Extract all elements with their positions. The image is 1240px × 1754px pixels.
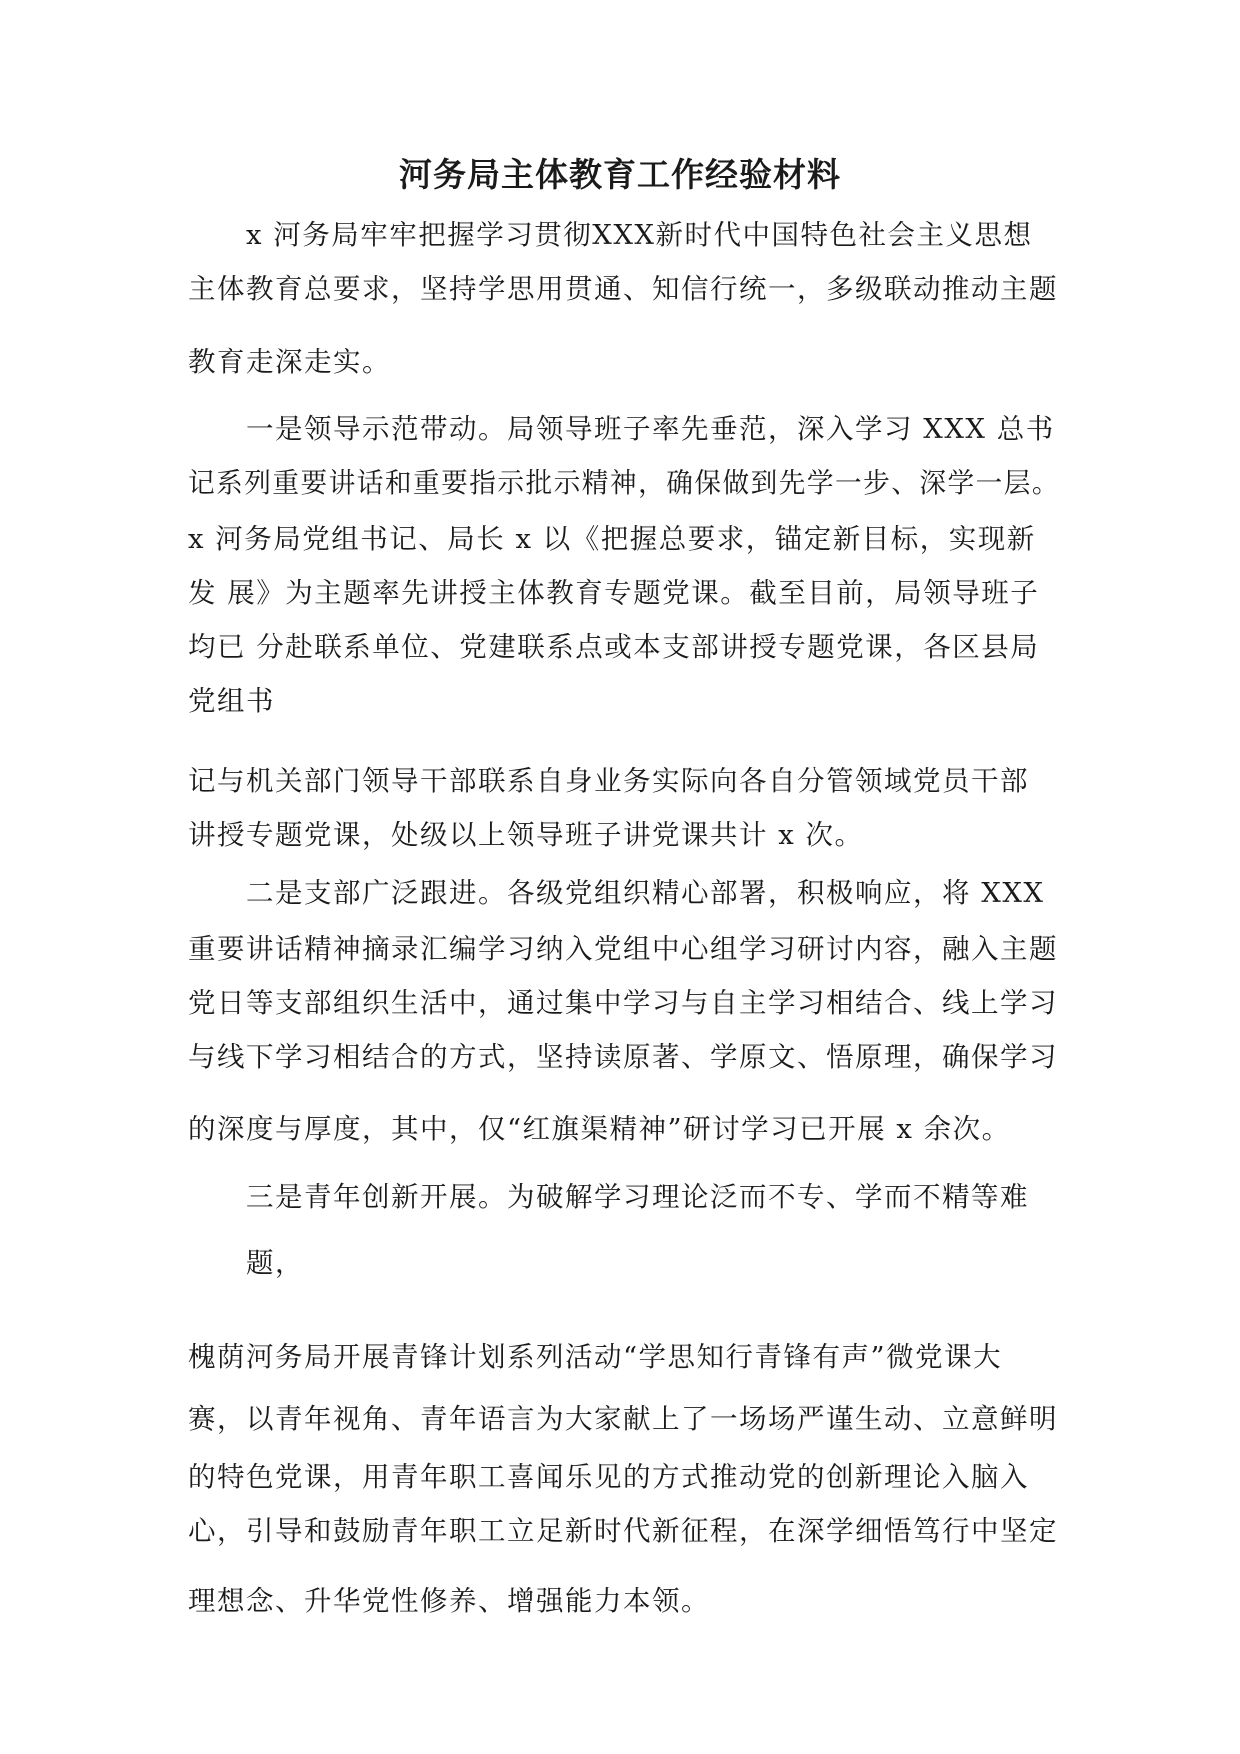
paragraph-line: 讲授专题党课，处级以上领导班子讲党课共计 x 次。 (188, 819, 864, 851)
paragraph-line: 与线下学习相结合的方式，坚持读原著、学原文、悟原理，确保学习 (188, 1041, 1058, 1073)
paragraph-line: 均已 分赴联系单位、党建联系点或本支部讲授专题党课，各区县局 (188, 631, 1040, 663)
paragraph-line: 记与机关部门领导干部联系自身业务实际向各自分管领域党员干部 (188, 765, 1029, 797)
paragraph-line: 主体教育总要求，坚持学思用贯通、知信行统一，多级联动推动主题 (188, 273, 1058, 305)
paragraph-line: 槐荫河务局开展青锋计划系列活动“学思知行青锋有声”微党课大 (188, 1341, 1003, 1373)
paragraph-line: 发 展》为主题率先讲授主体教育专题党课。截至目前，局领导班子 (188, 577, 1040, 609)
paragraph-line: 的特色党课，用青年职工喜闻乐见的方式推动党的创新理论入脑入 (188, 1461, 1029, 1493)
paragraph-line: 二是支部广泛跟进。各级党组织精心部署，积极响应，将 XXX (246, 877, 1045, 909)
paragraph-line: 教育走深走实。 (188, 346, 391, 378)
paragraph-line: 题， (246, 1247, 304, 1279)
paragraph-line: 理想念、升华党性修养、增强能力本领。 (188, 1585, 710, 1617)
paragraph-line: 赛，以青年视角、青年语言为大家献上了一场场严谨生动、立意鲜明 (188, 1403, 1058, 1435)
paragraph-line: x 河务局牢牢把握学习贯彻XXX新时代中国特色社会主义思想 (246, 219, 1033, 251)
paragraph-line: 党组书 (188, 685, 275, 717)
paragraph-line: 党日等支部组织生活中，通过集中学习与自主学习相结合、线上学习 (188, 987, 1058, 1019)
paragraph-line: 的深度与厚度，其中，仅“红旗渠精神”研讨学习已开展 x 余次。 (188, 1113, 1011, 1145)
paragraph-line: 重要讲话精神摘录汇编学习纳入党组中心组学习研讨内容，融入主题 (188, 933, 1058, 965)
paragraph-line: x 河务局党组书记、局长 x 以《把握总要求，锚定新目标，实现新 (188, 523, 1036, 555)
paragraph-line: 心，引导和鼓励青年职工立足新时代新征程，在深学细悟笃行中坚定 (188, 1515, 1058, 1547)
paragraph-line: 三是青年创新开展。为破解学习理论泛而不专、学而不精等难 (246, 1181, 1029, 1213)
paragraph-line: 记系列重要讲话和重要指示批示精神，确保做到先学一步、深学一层。 (188, 467, 1060, 499)
paragraph-line: 一是领导示范带动。局领导班子率先垂范，深入学习 XXX 总书 (246, 413, 1055, 445)
document-title: 河务局主体教育工作经验材料 (399, 155, 841, 194)
